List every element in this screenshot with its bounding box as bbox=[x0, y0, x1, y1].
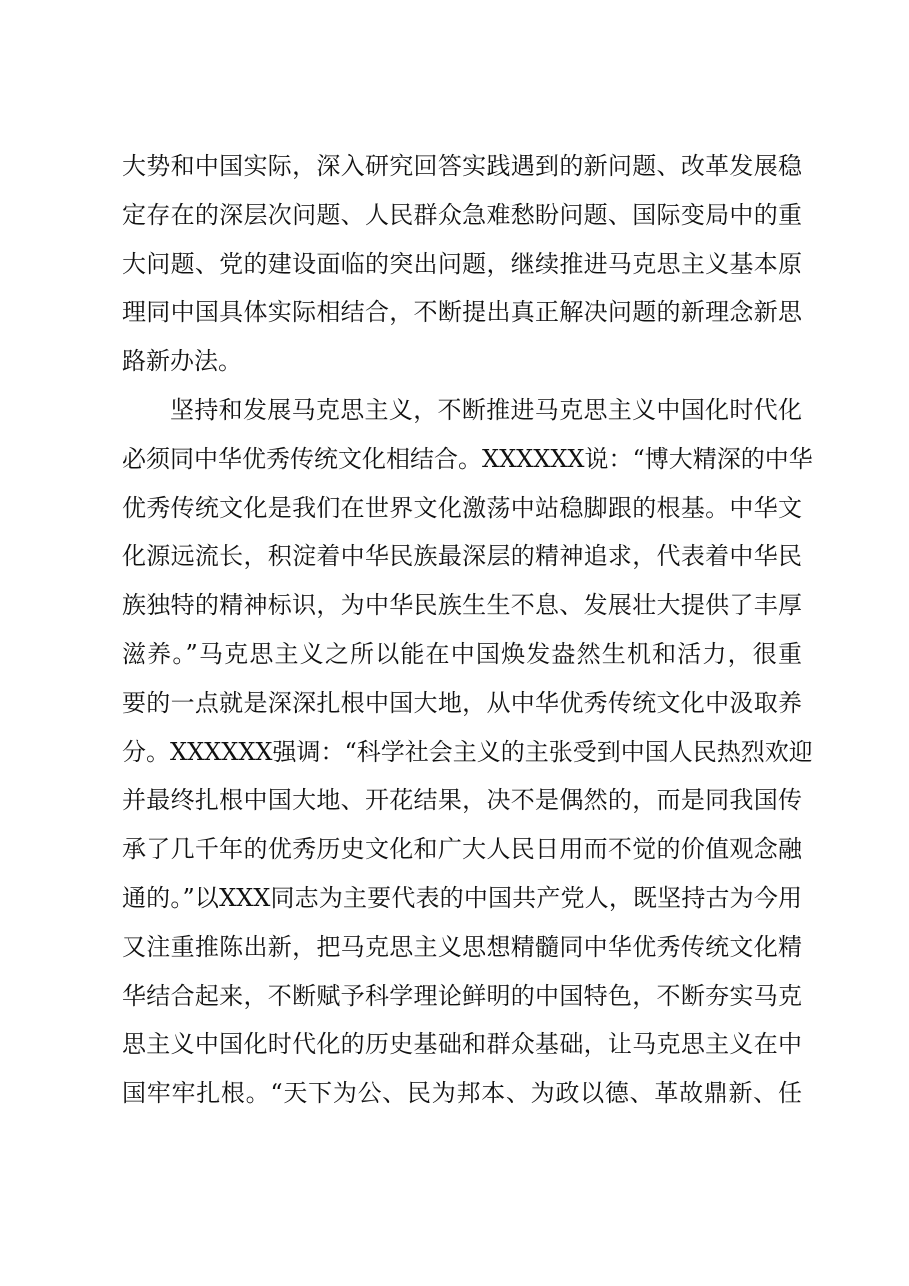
text-line: 要的一点就是深深扎根中国大地，从中华优秀传统文化中汲取养 bbox=[122, 688, 802, 717]
text-line: 思主义中国化时代化的历史基础和群众基础，让马克思主义在中 bbox=[122, 1030, 802, 1059]
text-line: 定存在的深层次问题、人民群众急难愁盼问题、国际变局中的重 bbox=[122, 200, 802, 229]
text-line: 路新办法。 bbox=[122, 347, 242, 376]
body-text bbox=[122, 142, 813, 1118]
text-line: 华结合起来，不断赋予科学理论鲜明的中国特色，不断夯实马克 bbox=[122, 981, 802, 1010]
text-line: 大势和中国实际，深入研究回答实践遇到的新问题、改革发展稳 bbox=[122, 152, 802, 180]
text-line: 坚持和发展马克思主义，不断推进马克思主义中国化时代化 bbox=[170, 395, 802, 424]
text-line: 又注重推陈出新，把马克思主义思想精髓同中华优秀传统文化精 bbox=[122, 932, 802, 961]
text-line: 滋养。”马克思主义之所以能在中国焕发盎然生机和活力，很重 bbox=[122, 639, 802, 668]
text-line: 优秀传统文化是我们在世界文化激荡中站稳脚跟的根基。中华文 bbox=[122, 493, 802, 522]
text-line: 族独特的精神标识，为中华民族生生不息、发展壮大提供了丰厚 bbox=[122, 591, 802, 620]
text-line: 国牢牢扎根。“天下为公、民为邦本、为政以德、革故鼎新、任 bbox=[122, 1079, 802, 1108]
text-line: 理同中国具体实际相结合，不断提出真正解决问题的新理念新思 bbox=[122, 298, 802, 327]
text-line: 分。XXXXXX强调：“科学社会主义的主张受到中国人民热烈欢迎 bbox=[122, 737, 813, 766]
text-line: 必须同中华优秀传统文化相结合。XXXXXX说：“博大精深的中华 bbox=[122, 444, 813, 473]
text-line: 并最终扎根中国大地、开花结果，决不是偶然的，而是同我国传 bbox=[122, 786, 802, 815]
text-line: 大问题、党的建设面临的突出问题，继续推进马克思主义基本原 bbox=[122, 249, 802, 278]
text-line: 承了几千年的优秀历史文化和广大人民日用而不觉的价值观念融 bbox=[122, 835, 802, 864]
text-line: 通的。”以XXX同志为主要代表的中国共产党人，既坚持古为今用 bbox=[122, 883, 802, 912]
text-line: 化源远流长，积淀着中华民族最深层的精神追求，代表着中华民 bbox=[122, 542, 802, 571]
